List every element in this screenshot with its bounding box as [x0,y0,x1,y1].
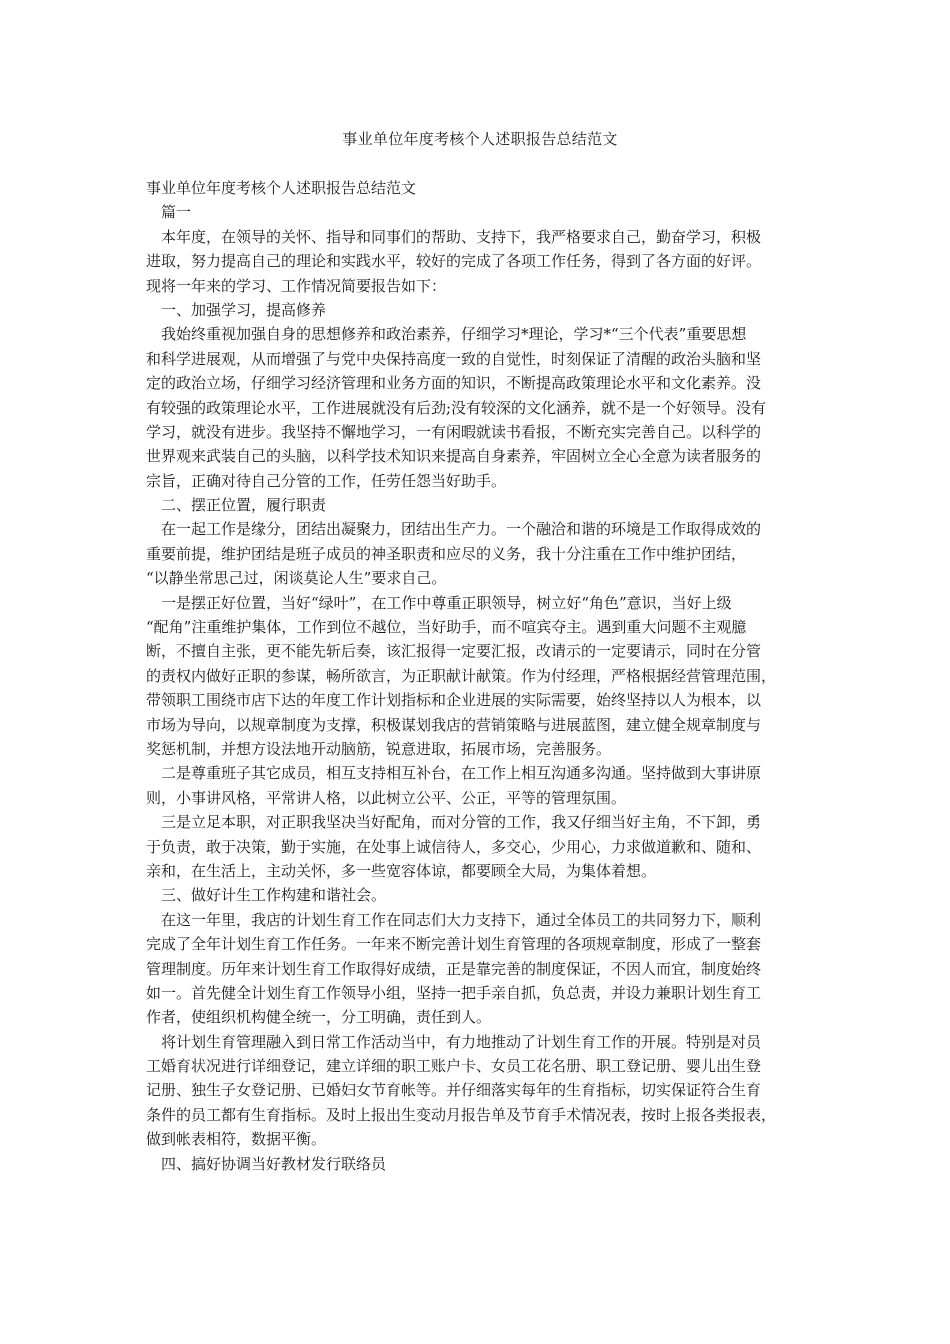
section-heading: 四、搞好协调当好教材发行联络员 [161,1154,387,1173]
text-line: 在一起工作是缘分，团结出凝聚力，团结出生产力。一个融洽和谐的环境是工作取得成效的 [161,520,762,539]
text-line: 在这一年里，我店的计划生育工作在同志们大力支持下，通过全体员工的共同努力下，顺利 [161,910,762,929]
section-heading: 一、加强学习，提高修养 [161,300,327,319]
text-line: 记册、独生子女登记册、已婚妇女节育帐等。并仔细落实每年的生育指标，切实保证符合生育 [146,1081,762,1100]
text-line: 世界观来武装自己的头脑，以科学技术知识来提高自身素养，牢固树立全心全意为读者服务的 [146,447,762,466]
text-line: 断，不擅自主张，更不能先斩后奏，该汇报得一定要汇报，改请示的一定要请示，同时在分管 [146,642,762,661]
text-line: 亲和，在生活上，主动关怀，多一些宽容体谅，都要顾全大局，为集体着想。 [146,861,657,880]
section-heading: 二、摆正位置，履行职责 [161,496,327,515]
text-line: 现将一年来的学习、工作情况简要报告如下： [146,276,447,295]
text-line: 工婚育状况进行详细登记，建立详细的职工账户卡、女员工花名册、职工登记册、婴儿出生登 [146,1057,762,1076]
text-line: 于负责，敢于决策，勤于实施，在处事上诚信待人，多交心，少用心，力求做道歉和、随和、 [146,837,762,856]
text-line: 定的政治立场，仔细学习经济管理和业务方面的知识，不断提高政策理论水平和文化素养。没 [146,374,762,393]
text-line: 做到帐表相符，数据平衡。 [146,1130,327,1149]
text-line: 二是尊重班子其它成员，相互支持相互补台，在工作上相互沟通多沟通。坚持做到大事讲原 [161,764,762,783]
text-line: 宗旨，正确对待自己分管的工作，任劳任怨当好助手。 [146,471,507,490]
document-page [146,0,814,1344]
text-line: 条件的员工都有生育指标。及时上报出生变动月报告单及节育手术情况表，按时上报各类报表， [146,1105,777,1124]
text-line: 将计划生育管理融入到日常工作活动当中，有力地推动了计划生育工作的开展。特别是对员 [161,1032,762,1051]
text-line: 完成了全年计划生育工作任务。一年来不断完善计划生育管理的各项规章制度，形成了一整套 [146,935,762,954]
body-heading: 事业单位年度考核个人述职报告总结范文 [146,179,417,197]
text-line: “以静坐常思己过，闲谈莫论人生”要求自己。 [146,569,447,588]
text-line: 的责权内做好正职的参谋，畅所欲言，为正职献计献策。作为付经理，严格根据经营管理范围， [146,666,777,685]
text-line: 三是立足本职，对正职我坚决当好配角，而对分管的工作，我又仔细当好主角，不下卸，勇 [161,813,762,832]
document-title: 事业单位年度考核个人述职报告总结范文 [342,130,618,148]
text-line: 和科学进展观，从而增强了与党中央保持高度一致的自觉性，时刻保证了清醒的政治头脑和坚 [146,349,762,368]
text-line: 则，小事讲风格，平常讲人格，以此树立公平、公正，平等的管理氛围。 [146,788,627,807]
text-line: 作者，使组织机构健全统一，分工明确，责任到人。 [146,1008,492,1027]
text-line: 进取，努力提高自己的理论和实践水平，较好的完成了各项工作任务，得到了各方面的好评。 [146,252,762,271]
document-body [146,176,814,1176]
text-line: 学习，就没有进步。我坚持不懈地学习，一有闲暇就读书看报，不断充实完善自己。以科学的 [146,422,762,441]
text-line: 市场为导向，以规章制度为支撑，积极谋划我店的营销策略与进展蓝图，建立健全规章制度与 [146,715,762,734]
text-line: 一是摆正好位置，当好“绿叶”，在工作中尊重正职领导，树立好“角色”意识，当好上级 [161,593,732,612]
section-heading: 三、做好计生工作构建和谐社会。 [161,886,387,905]
text-line: 如一。首先健全计划生育工作领导小组，坚持一把手亲自抓，负总责，并设力兼职计划生育工 [146,983,762,1002]
section-label-part-one: 篇一 [161,203,192,222]
text-line: 我始终重视加强自身的思想修养和政治素养，仔细学习*理论，学习*“三个代表”重要思想 [161,325,747,344]
text-line: 本年度，在领导的关怀、指导和同事们的帮助、支持下，我严格要求自己，勤奋学习，积极 [161,227,762,246]
text-line: “配角”注重维护集体，工作到位不越位，当好助手，而不喧宾夺主。遇到重大问题不主观臆 [146,618,747,637]
text-line: 重要前提，维护团结是班子成员的神圣职责和应尽的义务，我十分注重在工作中维护团结， [146,544,747,563]
text-line: 奖惩机制，并想方设法地开动脑筋，锐意进取，拓展市场，完善服务。 [146,739,612,758]
text-line: 带领职工围绕市店下达的年度工作计划指标和企业进展的实际需要，始终坚持以人为根本，以 [146,691,762,710]
text-line: 管理制度。历年来计划生育工作取得好成绩，正是靠完善的制度保证，不因人而宜，制度始终 [146,959,762,978]
text-line: 有较强的政策理论水平，工作进展就没有后劲;没有较深的文化涵养，就不是一个好领导。没有 [146,398,767,417]
